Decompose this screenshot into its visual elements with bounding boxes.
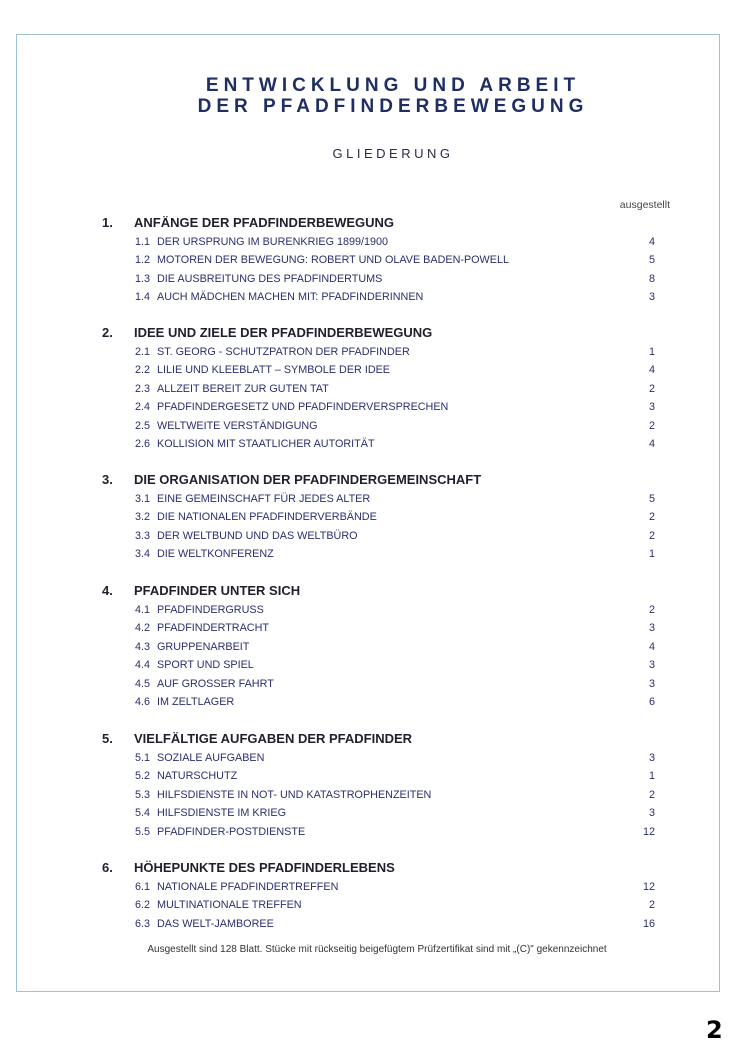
toc-item	[0, 678, 750, 696]
toc-item	[0, 770, 750, 788]
item-label: ST. GEORG - SCHUTZPATRON DER PFADFINDER	[157, 346, 410, 358]
toc-item	[0, 807, 750, 825]
item-number: 1.3	[135, 272, 151, 285]
item-number: 2.2	[135, 364, 151, 377]
column-header-ausgestellt: ausgestellt	[619, 199, 670, 211]
item-number: 4.3	[135, 640, 151, 653]
toc-item	[0, 641, 750, 659]
item-number: 6.3	[135, 917, 151, 930]
item-count: 5	[648, 493, 655, 505]
item-count: 4	[648, 438, 655, 450]
item-label: IM ZELTLAGER	[157, 696, 235, 708]
item-number: 2.6	[135, 438, 151, 450]
section-number: 4.	[102, 583, 113, 598]
item-number: 6.1	[135, 881, 151, 893]
toc-item	[0, 438, 750, 456]
item-count: 12	[642, 825, 655, 838]
item-number: 3.1	[135, 493, 151, 505]
section-number: 5.	[102, 731, 113, 746]
section-title: IDEE UND ZIELE DER PFADFINDERBEWEGUNG	[134, 325, 433, 340]
toc-item	[0, 273, 750, 291]
item-label: GRUPPENARBEIT	[157, 640, 250, 653]
item-count: 4	[648, 640, 655, 653]
handwritten-page-number: 2	[706, 1016, 723, 1044]
item-count: 3	[648, 401, 655, 414]
item-count: 2	[648, 788, 655, 801]
item-count: 1	[648, 346, 655, 358]
item-count: 3	[648, 659, 655, 672]
document-title	[0, 75, 750, 117]
item-count: 3	[648, 752, 655, 764]
item-count: 1	[648, 770, 655, 783]
toc-item	[0, 899, 750, 917]
item-count: 4	[648, 364, 655, 377]
item-number: 5.3	[135, 788, 151, 801]
toc-item	[0, 826, 750, 844]
item-number: 5.2	[135, 770, 151, 783]
section-title: DIE ORGANISATION DER PFADFINDERGEMEINSCHAFT	[134, 472, 482, 487]
toc-item	[0, 236, 750, 254]
item-label: DIE WELTKONFERENZ	[157, 548, 274, 561]
toc-item	[0, 254, 750, 272]
item-count: 2	[648, 511, 655, 524]
item-number: 4.6	[135, 696, 151, 708]
item-label: LILIE UND KLEEBLATT – SYMBOLE DER IDEE	[157, 364, 391, 377]
footer-note: Ausgestellt sind 128 Blatt. Stücke mit rückseitig beigefügtem Prüfzertifikat sind mit „(C)" gekennzeichnet	[147, 944, 607, 955]
item-label: HILFSDIENSTE IM KRIEG	[157, 807, 286, 820]
item-number: 1.4	[135, 291, 151, 304]
item-label: PFADFINDERGESETZ UND PFADFINDERVERSPRECHEN	[157, 401, 449, 414]
item-number: 4.2	[135, 622, 151, 635]
toc-item	[0, 383, 750, 401]
section-title: HÖHEPUNKTE DES PFADFINDERLEBENS	[134, 860, 395, 875]
item-number: 4.4	[135, 659, 151, 672]
item-label: EINE GEMEINSCHAFT FÜR JEDES ALTER	[157, 493, 371, 505]
toc-item	[0, 622, 750, 640]
title-line-1: ENTWICKLUNG UND ARBEIT	[205, 75, 581, 96]
item-count: 2	[648, 899, 655, 912]
toc-item	[0, 881, 750, 899]
item-count: 3	[648, 291, 655, 304]
item-count: 8	[648, 272, 655, 285]
item-number: 1.1	[135, 236, 151, 248]
item-label: DIE AUSBREITUNG DES PFADFINDERTUMS	[157, 272, 383, 285]
item-number: 2.4	[135, 401, 151, 414]
item-count: 3	[648, 622, 655, 635]
item-label: SPORT UND SPIEL	[157, 659, 254, 672]
item-label: NATURSCHUTZ	[157, 770, 238, 783]
item-count: 4	[648, 236, 655, 248]
item-number: 3.2	[135, 511, 151, 524]
toc-item	[0, 511, 750, 529]
toc-item	[0, 420, 750, 438]
item-label: ALLZEIT BEREIT ZUR GUTEN TAT	[157, 382, 329, 395]
item-label: KOLLISION MIT STAATLICHER AUTORITÄT	[157, 438, 375, 450]
item-label: DAS WELT-JAMBOREE	[157, 917, 274, 930]
toc-item	[0, 364, 750, 382]
item-label: DIE NATIONALEN PFADFINDERVERBÄNDE	[157, 511, 377, 524]
item-label: PFADFINDER-POSTDIENSTE	[157, 825, 306, 838]
item-number: 1.2	[135, 254, 151, 267]
toc-item	[0, 548, 750, 566]
item-label: DER WELTBUND UND DAS WELTBÜRO	[157, 529, 358, 542]
item-number: 3.3	[135, 529, 151, 542]
item-number: 4.5	[135, 677, 151, 690]
item-number: 3.4	[135, 548, 151, 561]
item-count: 1	[648, 548, 655, 561]
toc-item	[0, 752, 750, 770]
item-number: 2.3	[135, 382, 151, 395]
item-number: 4.1	[135, 604, 151, 616]
document-subtitle: GLIEDERUNG	[332, 146, 454, 161]
section-title: VIELFÄLTIGE AUFGABEN DER PFADFINDER	[134, 731, 413, 746]
section-number: 3.	[102, 472, 113, 487]
toc-item	[0, 789, 750, 807]
section-title: PFADFINDER UNTER SICH	[134, 583, 301, 598]
toc-item	[0, 346, 750, 364]
item-count: 12	[642, 881, 655, 893]
toc-item	[0, 604, 750, 622]
item-count: 2	[648, 604, 655, 616]
item-count: 16	[642, 917, 655, 930]
section-title: ANFÄNGE DER PFADFINDERBEWEGUNG	[134, 215, 395, 230]
item-count: 2	[648, 382, 655, 395]
toc-item	[0, 291, 750, 309]
item-number: 5.1	[135, 752, 151, 764]
item-label: DER URSPRUNG IM BURENKRIEG 1899/1900	[157, 236, 389, 248]
item-count: 3	[648, 677, 655, 690]
item-number: 2.5	[135, 419, 151, 432]
item-label: HILFSDIENSTE IN NOT- UND KATASTROPHENZEITEN	[157, 788, 432, 801]
item-label: WELTWEITE VERSTÄNDIGUNG	[157, 419, 318, 432]
item-count: 5	[648, 254, 655, 267]
section-number: 2.	[102, 325, 113, 340]
item-count: 3	[648, 807, 655, 820]
section-number: 6.	[102, 860, 113, 875]
section-number: 1.	[102, 215, 113, 230]
toc-item	[0, 696, 750, 714]
toc-item	[0, 530, 750, 548]
item-number: 2.1	[135, 346, 151, 358]
item-label: MULTINATIONALE TREFFEN	[157, 899, 302, 912]
item-number: 5.5	[135, 825, 151, 838]
item-label: NATIONALE PFADFINDERTREFFEN	[157, 881, 339, 893]
title-line-2: DER PFADFINDERBEWEGUNG	[197, 96, 589, 117]
item-label: SOZIALE AUFGABEN	[157, 752, 265, 764]
item-number: 6.2	[135, 899, 151, 912]
toc-item	[0, 493, 750, 511]
item-label: PFADFINDERGRUSS	[157, 604, 264, 616]
item-label: AUCH MÄDCHEN MACHEN MIT: PFADFINDERINNEN	[157, 291, 424, 304]
item-label: MOTOREN DER BEWEGUNG: ROBERT UND OLAVE BADEN-POWELL	[157, 254, 509, 267]
item-number: 5.4	[135, 807, 151, 820]
toc-item	[0, 918, 750, 936]
item-label: PFADFINDERTRACHT	[157, 622, 269, 635]
item-count: 6	[648, 696, 655, 708]
toc-item	[0, 659, 750, 677]
item-count: 2	[648, 529, 655, 542]
item-label: AUF GROSSER FAHRT	[157, 677, 274, 690]
toc-item	[0, 401, 750, 419]
item-count: 2	[648, 419, 655, 432]
